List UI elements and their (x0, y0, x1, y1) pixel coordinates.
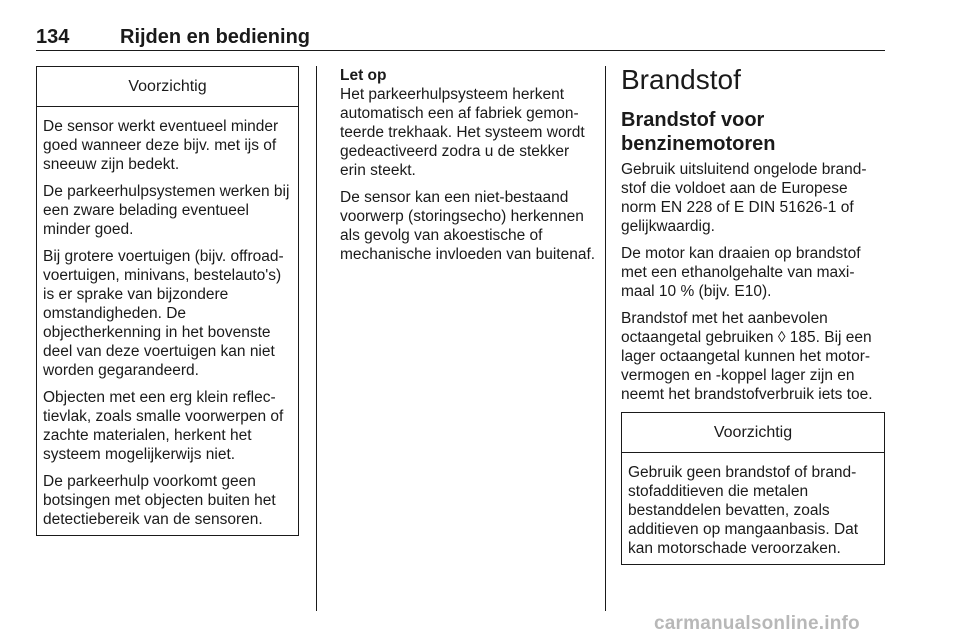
left-column (36, 66, 299, 536)
warning-box-fuel (621, 412, 885, 565)
column-divider (316, 66, 317, 611)
body-paragraph: Gebruik uitsluitend ongelode brand-stof die voldoet aan de Europese norm EN 228 of E DIN 51626-1 of gelijkwaardig. (621, 161, 867, 235)
warning-paragraph: De parkeerhulp voorkomt geen botsingen met objecten buiten het detectiebereik van de sensoren. (43, 473, 276, 528)
note-label: Let op (340, 67, 387, 84)
warning-box-sensors (36, 66, 299, 536)
body-paragraph: De motor kan draaien op brandstof met een ethanolgehalte van maxi-maal 10 % (bijv. E10). (621, 245, 861, 300)
watermark-text: carmanualsonline.info (654, 613, 860, 634)
section-title: Brandstof (621, 64, 741, 95)
column-divider (605, 66, 606, 611)
body-paragraph: Brandstof met het aanbevolen octaangetal gebruiken ◊ 185. Bij een lager octaangetal kunnen het motor-vermogen en -koppel lager zijn en neemt het brandstofverbruik iets toe. (621, 310, 873, 403)
warning-title: Voorzichtig (622, 413, 884, 453)
warning-paragraph: Bij grotere voertuigen (bijv. offroad-voertuigen, minivans, bestelauto's) is er sprake van bijzondere omstandigheden. De objectherkenning in het bovenste deel van deze voertuigen kan niet worden gegarandeerd. (43, 248, 284, 379)
warning-paragraph: De parkeerhulpsystemen werken bij een zware belading eventueel minder goed. (43, 183, 290, 238)
page-header (36, 24, 885, 51)
warning-paragraph: Gebruik geen brandstof of brand-stofadditieven die metalen bestanddelen bevatten, zoals additieven op mangaanbasis. Dat kan motorschade veroorzaken. (628, 464, 859, 557)
warning-body (622, 453, 884, 564)
note-paragraph: De sensor kan een niet-bestaand voorwerp (storingsecho) herkennen als gevolg van akoestische of mechanische invloeden van buitenaf. (340, 189, 596, 263)
note-paragraph: Het parkeerhulpsysteem herkent automatisch een af fabriek gemon-teerde trekhaak. Het systeem wordt gedeactiveerd zodra u de stekker erin steekt. (340, 86, 585, 179)
right-column (621, 66, 885, 565)
subsection-title: Brandstof voor benzinemotoren (621, 109, 776, 155)
page-number: 134 (36, 26, 70, 48)
warning-paragraph: De sensor werkt eventueel minder goed wanneer deze bijv. met ijs of sneeuw zijn bedekt. (43, 118, 279, 173)
warning-body (37, 107, 298, 535)
warning-paragraph: Objecten met een erg klein reflec-tievlak, zoals smalle voorwerpen of zachte materialen, herkent het systeem mogelijkerwijs niet. (43, 389, 284, 463)
warning-title: Voorzichtig (37, 67, 298, 107)
middle-column (340, 66, 596, 272)
chapter-title: Rijden en bediening (120, 26, 311, 48)
